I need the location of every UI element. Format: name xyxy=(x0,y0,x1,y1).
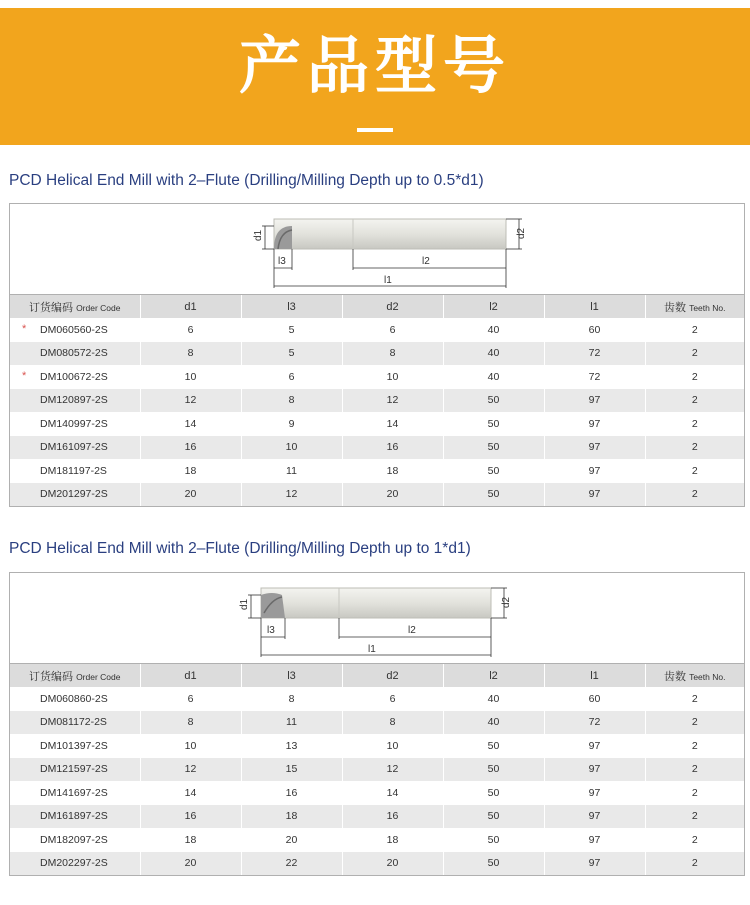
d1-cell: 20 xyxy=(140,852,241,876)
header-d2: d2 xyxy=(342,664,443,687)
section-title-1: PCD Helical End Mill with 2–Flute (Drilling/Milling Depth up to 0.5*d1) xyxy=(9,172,484,189)
order-code: DM181197-2S xyxy=(40,464,107,477)
l3-cell: 9 xyxy=(241,412,342,436)
teeth-cell: 2 xyxy=(645,805,744,829)
order-code: DM060560-2S xyxy=(40,323,108,336)
header-l1: l1 xyxy=(544,295,645,318)
table-row xyxy=(10,318,744,342)
l2-cell: 50 xyxy=(443,436,544,460)
order-code-cell xyxy=(10,758,140,782)
tool-diagram-2 xyxy=(10,573,744,664)
order-code-cell xyxy=(10,412,140,436)
l2-cell: 50 xyxy=(443,483,544,507)
d2-cell: 12 xyxy=(342,389,443,413)
d2-cell: 12 xyxy=(342,758,443,782)
l2-cell: 40 xyxy=(443,711,544,735)
teeth-cell: 2 xyxy=(645,412,744,436)
l1-cell: 60 xyxy=(544,318,645,342)
dim-label-d2: d2 xyxy=(516,227,527,239)
teeth-cell: 2 xyxy=(645,342,744,366)
order-code: DM100672-2S xyxy=(40,370,108,383)
d2-cell: 18 xyxy=(342,459,443,483)
order-code-cell xyxy=(10,805,140,829)
l2-cell: 40 xyxy=(443,342,544,366)
teeth-cell: 2 xyxy=(645,436,744,460)
l1-cell: 97 xyxy=(544,781,645,805)
teeth-cell: 2 xyxy=(645,734,744,758)
table-row xyxy=(10,459,744,483)
order-code-cell xyxy=(10,389,140,413)
order-code-cell xyxy=(10,436,140,460)
end-mill-drawing xyxy=(10,204,744,294)
d1-cell: 12 xyxy=(140,758,241,782)
l3-cell: 5 xyxy=(241,318,342,342)
l3-cell: 8 xyxy=(241,687,342,711)
l2-cell: 50 xyxy=(443,459,544,483)
l1-cell: 97 xyxy=(544,412,645,436)
teeth-cell: 2 xyxy=(645,758,744,782)
l1-cell: 97 xyxy=(544,389,645,413)
table-row xyxy=(10,483,744,507)
order-code: DM201297-2S xyxy=(40,488,108,501)
d2-cell: 10 xyxy=(342,734,443,758)
l1-cell: 72 xyxy=(544,711,645,735)
order-code: DM141697-2S xyxy=(40,786,108,799)
l1-cell: 60 xyxy=(544,687,645,711)
end-mill-drawing xyxy=(10,573,744,663)
dim-label-l2: l2 xyxy=(408,625,416,636)
d2-cell: 16 xyxy=(342,436,443,460)
l3-cell: 12 xyxy=(241,483,342,507)
l2-cell: 50 xyxy=(443,412,544,436)
table-row xyxy=(10,781,744,805)
l2-cell: 50 xyxy=(443,781,544,805)
order-code-cell xyxy=(10,318,140,342)
order-code: DM080572-2S xyxy=(40,347,108,360)
order-code-cell xyxy=(10,781,140,805)
spec-panel-1 xyxy=(9,203,745,507)
spec-panel-2 xyxy=(9,572,745,876)
teeth-cell: 2 xyxy=(645,687,744,711)
order-code-cell xyxy=(10,483,140,507)
table-row xyxy=(10,687,744,711)
order-code: DM101397-2S xyxy=(40,739,108,752)
order-code: DM182097-2S xyxy=(40,833,108,846)
l3-cell: 20 xyxy=(241,828,342,852)
teeth-cell: 2 xyxy=(645,781,744,805)
l2-cell: 50 xyxy=(443,805,544,829)
d1-cell: 14 xyxy=(140,412,241,436)
d2-cell: 6 xyxy=(342,318,443,342)
dim-label-d2: d2 xyxy=(501,596,512,608)
teeth-cell: 2 xyxy=(645,389,744,413)
table-row xyxy=(10,758,744,782)
dim-label-d1: d1 xyxy=(239,598,250,610)
l3-cell: 11 xyxy=(241,459,342,483)
table-row xyxy=(10,852,744,876)
order-code: DM140997-2S xyxy=(40,417,108,430)
recommended-star-icon: * xyxy=(22,370,27,382)
dim-label-l3: l3 xyxy=(267,625,275,636)
dim-label-l1: l1 xyxy=(384,275,392,286)
order-code: DM121597-2S xyxy=(40,763,108,776)
header-l1: l1 xyxy=(544,664,645,687)
l3-cell: 5 xyxy=(241,342,342,366)
d1-cell: 6 xyxy=(140,687,241,711)
teeth-cell: 2 xyxy=(645,365,744,389)
d1-cell: 18 xyxy=(140,828,241,852)
order-code-cell xyxy=(10,687,140,711)
d1-cell: 16 xyxy=(140,805,241,829)
d1-cell: 12 xyxy=(140,389,241,413)
header-banner xyxy=(0,8,750,145)
l1-cell: 97 xyxy=(544,828,645,852)
teeth-cell: 2 xyxy=(645,711,744,735)
d2-cell: 6 xyxy=(342,687,443,711)
header-d1: d1 xyxy=(140,295,241,318)
d1-cell: 16 xyxy=(140,436,241,460)
header-teeth: 齿数 Teeth No. xyxy=(645,295,744,318)
table-header-row xyxy=(10,664,744,687)
spec-table-1 xyxy=(10,295,744,506)
header-l2: l2 xyxy=(443,295,544,318)
l1-cell: 97 xyxy=(544,805,645,829)
table-row xyxy=(10,342,744,366)
l3-cell: 10 xyxy=(241,436,342,460)
d2-cell: 8 xyxy=(342,342,443,366)
l1-cell: 97 xyxy=(544,459,645,483)
d1-cell: 18 xyxy=(140,459,241,483)
d2-cell: 10 xyxy=(342,365,443,389)
d1-cell: 6 xyxy=(140,318,241,342)
l1-cell: 72 xyxy=(544,342,645,366)
l3-cell: 6 xyxy=(241,365,342,389)
d2-cell: 18 xyxy=(342,828,443,852)
l3-cell: 22 xyxy=(241,852,342,876)
order-code: DM060860-2S xyxy=(40,692,108,705)
l2-cell: 40 xyxy=(443,365,544,389)
table-row xyxy=(10,805,744,829)
table-row xyxy=(10,412,744,436)
d2-cell: 20 xyxy=(342,483,443,507)
l1-cell: 97 xyxy=(544,436,645,460)
table-row xyxy=(10,828,744,852)
order-code: DM161097-2S xyxy=(40,441,108,454)
d2-cell: 16 xyxy=(342,805,443,829)
table-row xyxy=(10,436,744,460)
dim-label-l3: l3 xyxy=(278,256,286,267)
header-d2: d2 xyxy=(342,295,443,318)
order-code-cell xyxy=(10,852,140,876)
l2-cell: 50 xyxy=(443,734,544,758)
l3-cell: 18 xyxy=(241,805,342,829)
l1-cell: 97 xyxy=(544,852,645,876)
d2-cell: 14 xyxy=(342,781,443,805)
l1-cell: 97 xyxy=(544,734,645,758)
order-code-cell xyxy=(10,365,140,389)
l2-cell: 50 xyxy=(443,389,544,413)
dim-label-d1: d1 xyxy=(253,229,264,241)
order-code-cell xyxy=(10,828,140,852)
table-row xyxy=(10,365,744,389)
l3-cell: 8 xyxy=(241,389,342,413)
teeth-cell: 2 xyxy=(645,483,744,507)
d2-cell: 20 xyxy=(342,852,443,876)
order-code: DM081172-2S xyxy=(40,716,107,729)
section-title-2: PCD Helical End Mill with 2–Flute (Drilling/Milling Depth up to 1*d1) xyxy=(9,540,471,557)
order-code: DM161897-2S xyxy=(40,810,108,823)
banner-title: 产品型号 xyxy=(238,29,511,102)
banner-underline xyxy=(357,128,393,132)
teeth-cell: 2 xyxy=(645,828,744,852)
l2-cell: 50 xyxy=(443,828,544,852)
d1-cell: 20 xyxy=(140,483,241,507)
d1-cell: 8 xyxy=(140,342,241,366)
l2-cell: 50 xyxy=(443,758,544,782)
l2-cell: 40 xyxy=(443,687,544,711)
tool-diagram-1 xyxy=(10,204,744,295)
dim-label-l1: l1 xyxy=(368,644,376,655)
l3-cell: 16 xyxy=(241,781,342,805)
order-code-cell xyxy=(10,711,140,735)
table-row xyxy=(10,711,744,735)
table-row xyxy=(10,734,744,758)
header-d1: d1 xyxy=(140,664,241,687)
d1-cell: 14 xyxy=(140,781,241,805)
d2-cell: 14 xyxy=(342,412,443,436)
header-order-code: 订货编码 Order Code xyxy=(10,295,140,318)
order-code-cell xyxy=(10,342,140,366)
recommended-star-icon: * xyxy=(22,323,27,335)
l3-cell: 11 xyxy=(241,711,342,735)
l2-cell: 50 xyxy=(443,852,544,876)
order-code-cell xyxy=(10,459,140,483)
l2-cell: 40 xyxy=(443,318,544,342)
l1-cell: 97 xyxy=(544,483,645,507)
d1-cell: 10 xyxy=(140,734,241,758)
l1-cell: 72 xyxy=(544,365,645,389)
l1-cell: 97 xyxy=(544,758,645,782)
teeth-cell: 2 xyxy=(645,852,744,876)
header-l3: l3 xyxy=(241,295,342,318)
dim-label-l2: l2 xyxy=(422,256,430,267)
d1-cell: 10 xyxy=(140,365,241,389)
teeth-cell: 2 xyxy=(645,318,744,342)
table-header-row xyxy=(10,295,744,318)
spec-table-2 xyxy=(10,664,744,875)
l3-cell: 15 xyxy=(241,758,342,782)
d1-cell: 8 xyxy=(140,711,241,735)
header-l3: l3 xyxy=(241,664,342,687)
order-code-cell xyxy=(10,734,140,758)
table-row xyxy=(10,389,744,413)
order-code: DM202297-2S xyxy=(40,857,108,870)
header-teeth: 齿数 Teeth No. xyxy=(645,664,744,687)
d2-cell: 8 xyxy=(342,711,443,735)
header-l2: l2 xyxy=(443,664,544,687)
teeth-cell: 2 xyxy=(645,459,744,483)
order-code: DM120897-2S xyxy=(40,394,108,407)
header-order-code: 订货编码 Order Code xyxy=(10,664,140,687)
l3-cell: 13 xyxy=(241,734,342,758)
